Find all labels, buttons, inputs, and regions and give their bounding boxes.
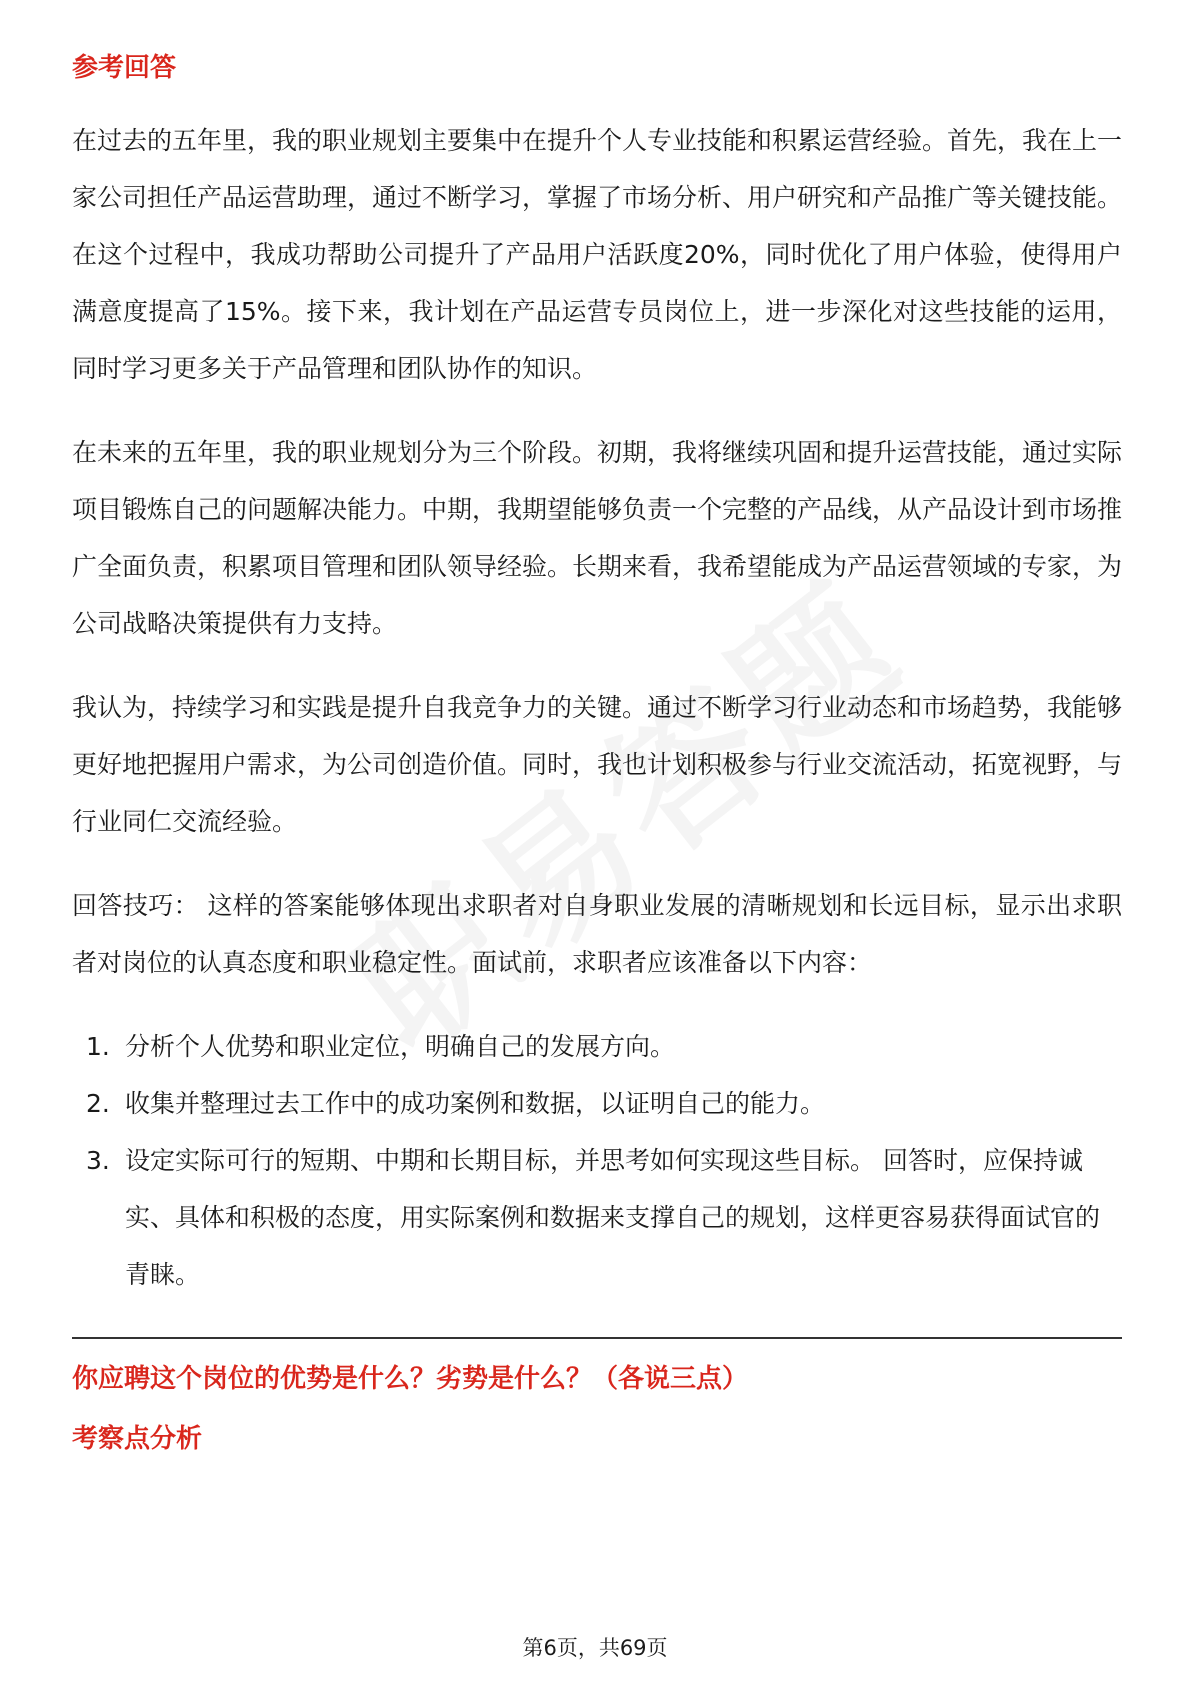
list-item-number: 1.	[86, 1032, 110, 1061]
list-item	[72, 1075, 1122, 1132]
list-item	[72, 1132, 1122, 1303]
page-number-footer: 第6页，共69页	[522, 1636, 668, 1660]
next-question-title: 你应聘这个岗位的优势是什么？劣势是什么？（各说三点）	[72, 1364, 749, 1394]
list-item	[72, 1018, 1122, 1075]
page-content	[72, 48, 1122, 1469]
paragraph-2: 在未来的五年里，我的职业规划分为三个阶段。初期，我将继续巩固和提升运营技能，通过实际项目锻炼自己的问题解决能力。中期，我期望能够负责一个完整的产品线，从产品设计到市场推广全面负责，积累项目管理和团队领导经验。长期来看，我希望能成为产品运营领域的专家，为公司战略决策提供有力支持。	[72, 438, 1123, 638]
list-item-text: 收集并整理过去工作中的成功案例和数据，以证明自己的能力。	[125, 1089, 826, 1118]
section-divider	[72, 1337, 1122, 1339]
list-item-number: 2.	[86, 1089, 110, 1118]
paragraph-3: 我认为，持续学习和实践是提升自我竞争力的关键。通过不断学习行业动态和市场趋势，我能够更好地把握用户需求，为公司创造价值。同时，我也计划积极参与行业交流活动，拓宽视野，与行业同仁交流经验。	[72, 693, 1123, 836]
paragraph-1: 在过去的五年里，我的职业规划主要集中在提升个人专业技能和积累运营经验。首先，我在上一家公司担任产品运营助理，通过不断学习，掌握了市场分析、用户研究和产品推广等关键技能。在这个过程中，我成功帮助公司提升了产品用户活跃度20%，同时优化了用户体验，使得用户满意度提高了15%。接下来，我计划在产品运营专员岗位上，进一步深化对这些技能的运用，同时学习更多关于产品管理和团队协作的知识。	[72, 126, 1123, 383]
answer-tips-paragraph: 回答技巧： 这样的答案能够体现出求职者对自身职业发展的清晰规划和长远目标，显示出求职者对岗位的认真态度和职业稳定性。面试前，求职者应该准备以下内容：	[72, 891, 1122, 977]
list-item-text: 设定实际可行的短期、中期和长期目标，并思考如何实现这些目标。 回答时，应保持诚实、具体和积极的态度，用实际案例和数据来支撑自己的规划，这样更容易获得面试官的青睐。	[125, 1146, 1101, 1289]
section-title: 参考回答	[72, 53, 177, 83]
next-section-title: 考察点分析	[72, 1424, 203, 1454]
tips-list	[72, 1018, 1122, 1303]
list-item-text: 分析个人优势和职业定位，明确自己的发展方向。	[125, 1032, 676, 1061]
list-item-number: 3.	[86, 1146, 110, 1175]
